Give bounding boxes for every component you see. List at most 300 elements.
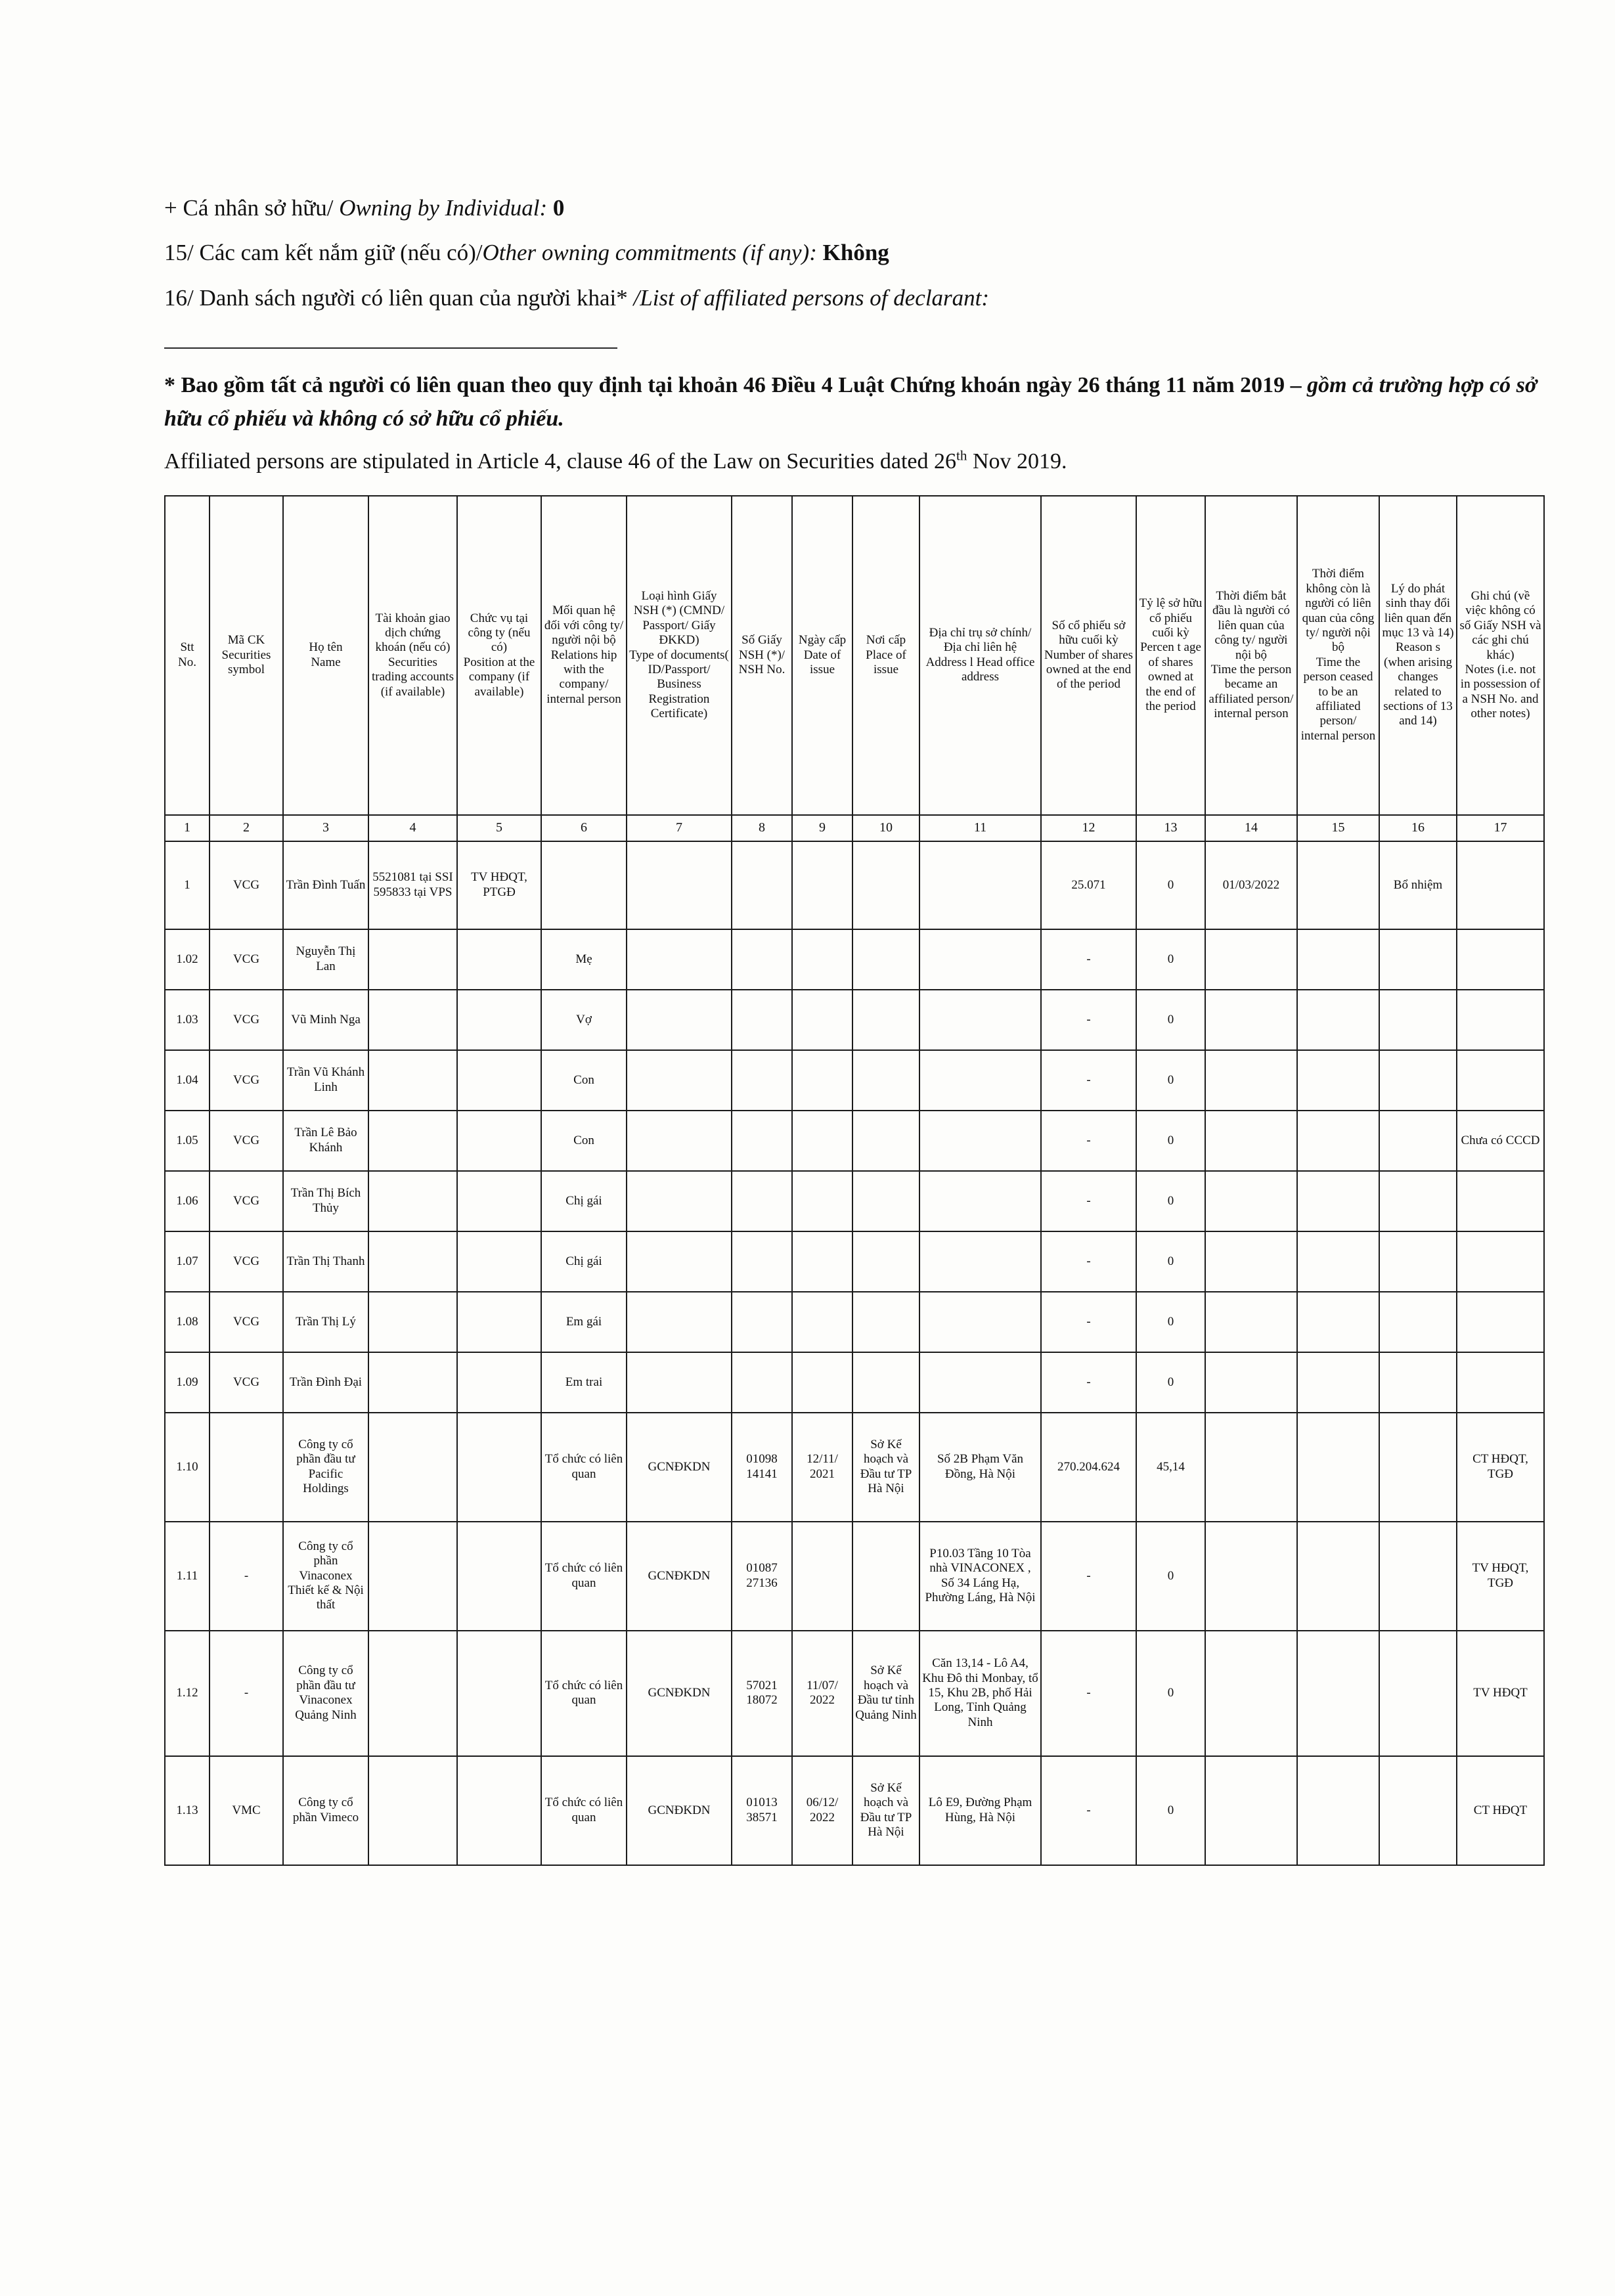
cell-shares: 25.071 [1041,841,1136,929]
cell-account [368,1522,457,1631]
header-end-time-en: Time the person ceased to be an affiliated person/ internal person [1300,655,1376,743]
cell-issue-date [792,841,852,929]
colnum-15: 15 [1297,815,1379,841]
footnote-vi-part1: * Bao gồm tất cả người có liên quan theo quy định tại khoản 46 Điều 4 Luật Chứng khoán ngày 26 tháng 11 năm 2019 – [164,372,1308,397]
cell-doc-no [732,1292,792,1352]
header-end-time [1297,496,1379,815]
footnote-vietnamese [164,368,1543,435]
header-end-time-vi: Thời điểm không còn là người có liên quan của công ty/ người nội bộ [1302,567,1375,655]
cell-address [919,1111,1041,1171]
cell-start-time [1205,1522,1297,1631]
header-account-en: Securities trading accounts (if available) [371,655,454,699]
header-relation-vi: Mối quan hệ đối với công ty/ người nội bộ [544,604,624,648]
header-name-en: Name [311,655,341,669]
cell-account: 5521081 tại SSI 595833 tại VPS [368,841,457,929]
cell-symbol: VCG [210,841,283,929]
cell-issue-place [852,1171,919,1231]
cell-account [368,1631,457,1756]
cell-issue-place: Sở Kế hoạch và Đầu tư TP Hà Nội [852,1413,919,1522]
cell-no: 1.05 [165,1111,210,1171]
cell-position: TV HĐQT, PTGĐ [457,841,541,929]
cell-notes: Chưa có CCCD [1457,1111,1544,1171]
cell-address: Lô E9, Đường Phạm Hùng, Hà Nội [919,1756,1041,1865]
colnum-6: 6 [541,815,627,841]
cell-shares: - [1041,929,1136,990]
cell-doc-no [732,1111,792,1171]
cell-start-time [1205,1231,1297,1292]
header-symbol-vi: Mã CK [227,633,265,648]
cell-reason [1379,1292,1457,1352]
cell-name: Trần Đình Đại [283,1352,368,1413]
cell-symbol: VCG [210,990,283,1050]
colnum-5: 5 [457,815,541,841]
table-header-row [165,496,1544,815]
cell-percent: 0 [1136,841,1205,929]
cell-doc-type [627,990,732,1050]
cell-start-time [1205,1050,1297,1111]
table-row [165,1111,1544,1171]
cell-shares: - [1041,1756,1136,1865]
header-issue-place [852,496,919,815]
header-shares [1041,496,1136,815]
cell-percent: 45,14 [1136,1413,1205,1522]
cell-percent: 0 [1136,1111,1205,1171]
cell-shares: - [1041,1522,1136,1631]
cell-end-time [1297,1231,1379,1292]
cell-position [457,1050,541,1111]
cell-relation: Chị gái [541,1171,627,1231]
cell-issue-date [792,1171,852,1231]
header-percent [1136,496,1205,815]
cell-symbol: VCG [210,1050,283,1111]
colnum-12: 12 [1041,815,1136,841]
cell-issue-place [852,1352,919,1413]
cell-name: Trần Thị Bích Thủy [283,1171,368,1231]
cell-doc-type [627,1171,732,1231]
cell-end-time [1297,1756,1379,1865]
cell-relation: Tổ chức có liên quan [541,1756,627,1865]
cell-reason [1379,1231,1457,1292]
footnote-en-part2: Nov 2019. [967,449,1067,474]
cell-reason [1379,1631,1457,1756]
cell-notes [1457,929,1544,990]
cell-doc-no: 01087 27136 [732,1522,792,1631]
colnum-3: 3 [283,815,368,841]
cell-name: Công ty cổ phần đầu tư Vinaconex Quảng Ninh [283,1631,368,1756]
cell-position [457,1413,541,1522]
header-position-en: Position at the company (if available) [463,655,535,699]
header-start-time-vi: Thời điểm bắt đầu là người có liên quan của công ty/ người nội bộ [1212,588,1290,662]
header-position [457,496,541,815]
cell-end-time [1297,1413,1379,1522]
cell-doc-type [627,1352,732,1413]
header-stt [165,496,210,815]
cell-issue-place: Sở Kế hoạch và Đầu tư tỉnh Quảng Ninh [852,1631,919,1756]
cell-doc-no [732,990,792,1050]
cell-notes: CT HĐQT, TGĐ [1457,1413,1544,1522]
cell-issue-date: 11/07/ 2022 [792,1631,852,1756]
cell-doc-no: 57021 18072 [732,1631,792,1756]
header-name [283,496,368,815]
colnum-2: 2 [210,815,283,841]
header-symbol [210,496,283,815]
cell-shares: - [1041,1050,1136,1111]
cell-no: 1.09 [165,1352,210,1413]
cell-account [368,1171,457,1231]
table-row [165,1756,1544,1865]
cell-shares: - [1041,1352,1136,1413]
cell-account [368,1756,457,1865]
cell-issue-place [852,1050,919,1111]
cell-issue-date [792,990,852,1050]
line1-value: 0 [547,195,565,221]
line2-value: Không [816,240,889,266]
cell-position [457,1111,541,1171]
cell-notes [1457,1171,1544,1231]
cell-address [919,1171,1041,1231]
cell-doc-type: GCNĐKDN [627,1631,732,1756]
cell-doc-type [627,841,732,929]
cell-name: Trần Thị Thanh [283,1231,368,1292]
cell-doc-no [732,929,792,990]
cell-account [368,1231,457,1292]
cell-percent: 0 [1136,990,1205,1050]
cell-position [457,1171,541,1231]
cell-doc-no [732,1231,792,1292]
colnum-16: 16 [1379,815,1457,841]
colnum-11: 11 [919,815,1041,841]
header-start-time-en: Time the person became an affiliated person/ internal person [1208,662,1294,721]
cell-no: 1.13 [165,1756,210,1865]
cell-symbol: VCG [210,929,283,990]
cell-name: Công ty cổ phần đầu tư Pacific Holdings [283,1413,368,1522]
cell-address: P10.03 Tầng 10 Tòa nhà VINACONEX , Số 34 Láng Hạ, Phường Láng, Hà Nội [919,1522,1041,1631]
cell-start-time [1205,1352,1297,1413]
cell-issue-date [792,1292,852,1352]
cell-position [457,1756,541,1865]
cell-end-time [1297,990,1379,1050]
header-relation-en: Relations hip with the company/ internal person [546,648,621,706]
header-doc-no [732,496,792,815]
cell-name: Công ty cổ phần Vimeco [283,1756,368,1865]
cell-end-time [1297,1631,1379,1756]
cell-end-time [1297,1171,1379,1231]
colnum-9: 9 [792,815,852,841]
cell-symbol: VCG [210,1111,283,1171]
cell-reason [1379,1050,1457,1111]
cell-doc-type [627,1050,732,1111]
cell-address [919,929,1041,990]
cell-issue-date [792,1111,852,1171]
cell-symbol: VCG [210,1292,283,1352]
cell-relation: Con [541,1111,627,1171]
cell-issue-date [792,1522,852,1631]
header-issue-date [792,496,852,815]
colnum-8: 8 [732,815,792,841]
line3-vi: 16/ Danh sách người có liên quan của người khai* [164,284,634,311]
cell-relation: Em trai [541,1352,627,1413]
cell-start-time [1205,929,1297,990]
cell-address [919,990,1041,1050]
header-percent-vi: Tỷ lệ sở hữu cổ phiếu cuối kỳ [1139,596,1203,640]
cell-percent: 0 [1136,929,1205,990]
cell-reason [1379,929,1457,990]
cell-account [368,1413,457,1522]
table-row [165,929,1544,990]
cell-doc-type: GCNĐKDN [627,1413,732,1522]
cell-account [368,1292,457,1352]
cell-end-time [1297,929,1379,990]
cell-end-time [1297,841,1379,929]
cell-reason [1379,1352,1457,1413]
cell-percent: 0 [1136,1522,1205,1631]
cell-doc-type [627,1231,732,1292]
cell-no: 1.06 [165,1171,210,1231]
cell-relation: Tổ chức có liên quan [541,1413,627,1522]
table-row [165,1522,1544,1631]
cell-doc-no: 01098 14141 [732,1413,792,1522]
header-issue-date-vi: Ngày cấp [798,633,847,648]
cell-position [457,990,541,1050]
header-notes-en: Notes (i.e. not in possession of a NSH No. and other notes) [1460,662,1541,721]
cell-doc-type [627,929,732,990]
header-account [368,496,457,815]
cell-name: Trần Đình Tuấn [283,841,368,929]
cell-symbol [210,1413,283,1522]
table-row [165,1171,1544,1231]
cell-reason [1379,1756,1457,1865]
cell-doc-type: GCNĐKDN [627,1522,732,1631]
cell-reason [1379,990,1457,1050]
line-other-commitments [164,235,1543,271]
cell-reason: Bổ nhiệm [1379,841,1457,929]
cell-symbol: VCG [210,1231,283,1292]
footnote-en-part1: Affiliated persons are stipulated in Article 4, clause 46 of the Law on Securities dated 26 [164,449,957,474]
cell-start-time [1205,1111,1297,1171]
cell-notes [1457,990,1544,1050]
cell-relation: Chị gái [541,1231,627,1292]
cell-issue-place [852,841,919,929]
cell-symbol: VCG [210,1352,283,1413]
header-notes-vi: Ghi chú (về việc không có số Giấy NSH và các ghi chú khác) [1459,588,1541,662]
cell-name: Công ty cổ phần Vinaconex Thiết kế & Nội thất [283,1522,368,1631]
header-doc-type-en: Type of documents( ID/Passport/ Business Registration Certificate) [629,648,729,721]
cell-symbol: VMC [210,1756,283,1865]
header-issue-place-vi: Nơi cấp [866,633,906,648]
cell-shares: 270.204.624 [1041,1413,1136,1522]
line3-en: /List of affiliated persons of declarant: [633,284,990,311]
header-relation [541,496,627,815]
header-reason-en: Reason s (when arising changes related to sections of 13 and 14) [1383,640,1453,728]
table-row [165,1631,1544,1756]
cell-address: Căn 13,14 - Lô A4, Khu Đô thi Monbay, tổ 15, Khu 2B, phố Hải Long, Tỉnh Quảng Ninh [919,1631,1041,1756]
cell-relation: Em gái [541,1292,627,1352]
cell-relation: Tổ chức có liên quan [541,1522,627,1631]
cell-start-time [1205,1292,1297,1352]
cell-issue-place [852,929,919,990]
cell-issue-place [852,1522,919,1631]
header-issue-place-en: Place of issue [866,648,906,676]
cell-start-time: 01/03/2022 [1205,841,1297,929]
cell-relation: Tổ chức có liên quan [541,1631,627,1756]
cell-position [457,1522,541,1631]
header-name-vi: Họ tên [309,640,343,655]
cell-address [919,1231,1041,1292]
cell-name: Nguyễn Thị Lan [283,929,368,990]
cell-doc-no [732,1352,792,1413]
cell-address [919,1352,1041,1413]
cell-doc-no [732,1171,792,1231]
cell-no: 1.10 [165,1413,210,1522]
cell-symbol: - [210,1631,283,1756]
cell-position [457,1292,541,1352]
cell-no: 1.07 [165,1231,210,1292]
colnum-17: 17 [1457,815,1544,841]
cell-name: Trần Vũ Khánh Linh [283,1050,368,1111]
cell-address [919,1292,1041,1352]
header-percent-en: Percen t age of shares owned at the end of the period [1140,640,1201,713]
cell-symbol: VCG [210,1171,283,1231]
table-row [165,1352,1544,1413]
cell-doc-type [627,1292,732,1352]
cell-notes: TV HĐQT [1457,1631,1544,1756]
header-doc-type-vi: Loại hình Giấy NSH (*) (CMND/ Passport/ Giấy ĐKKD) [633,588,725,648]
cell-end-time [1297,1352,1379,1413]
cell-shares: - [1041,1231,1136,1292]
colnum-14: 14 [1205,815,1297,841]
cell-no: 1 [165,841,210,929]
cell-no: 1.11 [165,1522,210,1631]
cell-position [457,1631,541,1756]
cell-issue-date [792,1352,852,1413]
table-row [165,1231,1544,1292]
cell-no: 1.03 [165,990,210,1050]
cell-no: 1.04 [165,1050,210,1111]
cell-percent: 0 [1136,1292,1205,1352]
table-row [165,1050,1544,1111]
table-row [165,1413,1544,1522]
cell-notes [1457,1231,1544,1292]
cell-percent: 0 [1136,1231,1205,1292]
cell-percent: 0 [1136,1631,1205,1756]
header-issue-date-en: Date of issue [803,648,841,676]
cell-account [368,990,457,1050]
cell-name: Trần Thị Lý [283,1292,368,1352]
cell-notes [1457,1352,1544,1413]
cell-issue-place [852,1292,919,1352]
header-position-vi: Chức vụ tại công ty (nếu có) [468,611,531,655]
cell-issue-date [792,1231,852,1292]
header-symbol-en: Securities symbol [221,648,271,676]
header-start-time [1205,496,1297,815]
colnum-13: 13 [1136,815,1205,841]
cell-relation: Mẹ [541,929,627,990]
cell-no: 1.12 [165,1631,210,1756]
footnote-english [164,445,1543,478]
cell-doc-type: GCNĐKDN [627,1756,732,1865]
cell-doc-no [732,1050,792,1111]
cell-no: 1.08 [165,1292,210,1352]
cell-percent: 0 [1136,1352,1205,1413]
cell-issue-place [852,990,919,1050]
header-doc-type [627,496,732,815]
cell-start-time [1205,1413,1297,1522]
cell-issue-place [852,1111,919,1171]
cell-notes [1457,1292,1544,1352]
cell-notes [1457,1050,1544,1111]
cell-percent: 0 [1136,1050,1205,1111]
colnum-7: 7 [627,815,732,841]
cell-start-time [1205,1756,1297,1865]
footnote-vi-part2: gồm cả trường hợp có sở hữu cổ phiếu và không có sở hữu cổ phiếu. [164,372,1538,431]
cell-start-time [1205,1171,1297,1231]
cell-shares: - [1041,1292,1136,1352]
cell-shares: - [1041,990,1136,1050]
cell-notes: CT HĐQT [1457,1756,1544,1865]
cell-end-time [1297,1522,1379,1631]
cell-account [368,1111,457,1171]
cell-reason [1379,1111,1457,1171]
document-content [164,190,1543,1866]
cell-relation: Con [541,1050,627,1111]
cell-name: Trần Lê Bảo Khánh [283,1111,368,1171]
cell-account [368,1050,457,1111]
header-address-en: Address l Head office address [925,655,1035,684]
header-account-vi: Tài khoản giao dịch chứng khoán (nếu có) [375,611,451,655]
cell-issue-place: Sở Kế hoạch và Đầu tư TP Hà Nội [852,1756,919,1865]
cell-reason [1379,1171,1457,1231]
cell-percent: 0 [1136,1756,1205,1865]
cell-symbol: - [210,1522,283,1631]
cell-notes: TV HĐQT, TGĐ [1457,1522,1544,1631]
table-row [165,841,1544,929]
cell-address: Số 2B Phạm Văn Đồng, Hà Nội [919,1413,1041,1522]
line-affiliated-list [164,280,1543,316]
cell-issue-date: 12/11/ 2021 [792,1413,852,1522]
cell-account [368,1352,457,1413]
colnum-10: 10 [852,815,919,841]
cell-shares: - [1041,1631,1136,1756]
cell-reason [1379,1413,1457,1522]
cell-start-time [1205,990,1297,1050]
line1-vi: + Cá nhân sở hữu/ [164,195,340,221]
header-stt-vi: Stt [180,640,194,655]
cell-relation [541,841,627,929]
cell-account [368,929,457,990]
header-address-vi: Địa chỉ trụ sở chính/ Địa chỉ liên hệ [929,625,1032,655]
footnote-en-sup: th [956,447,967,464]
cell-end-time [1297,1292,1379,1352]
table-row [165,1292,1544,1352]
cell-issue-date: 06/12/ 2022 [792,1756,852,1865]
cell-reason [1379,1522,1457,1631]
cell-relation: Vợ [541,990,627,1050]
affiliated-persons-table [164,495,1545,1866]
cell-percent: 0 [1136,1171,1205,1231]
cell-end-time [1297,1111,1379,1171]
cell-shares: - [1041,1111,1136,1171]
cell-doc-no: 01013 38571 [732,1756,792,1865]
cell-issue-place [852,1231,919,1292]
cell-start-time [1205,1631,1297,1756]
cell-doc-type [627,1111,732,1171]
table-row [165,990,1544,1050]
cell-shares: - [1041,1171,1136,1231]
line-owning-by-individual [164,190,1543,226]
cell-issue-date [792,1050,852,1111]
horizontal-rule [164,347,617,349]
cell-position [457,1352,541,1413]
